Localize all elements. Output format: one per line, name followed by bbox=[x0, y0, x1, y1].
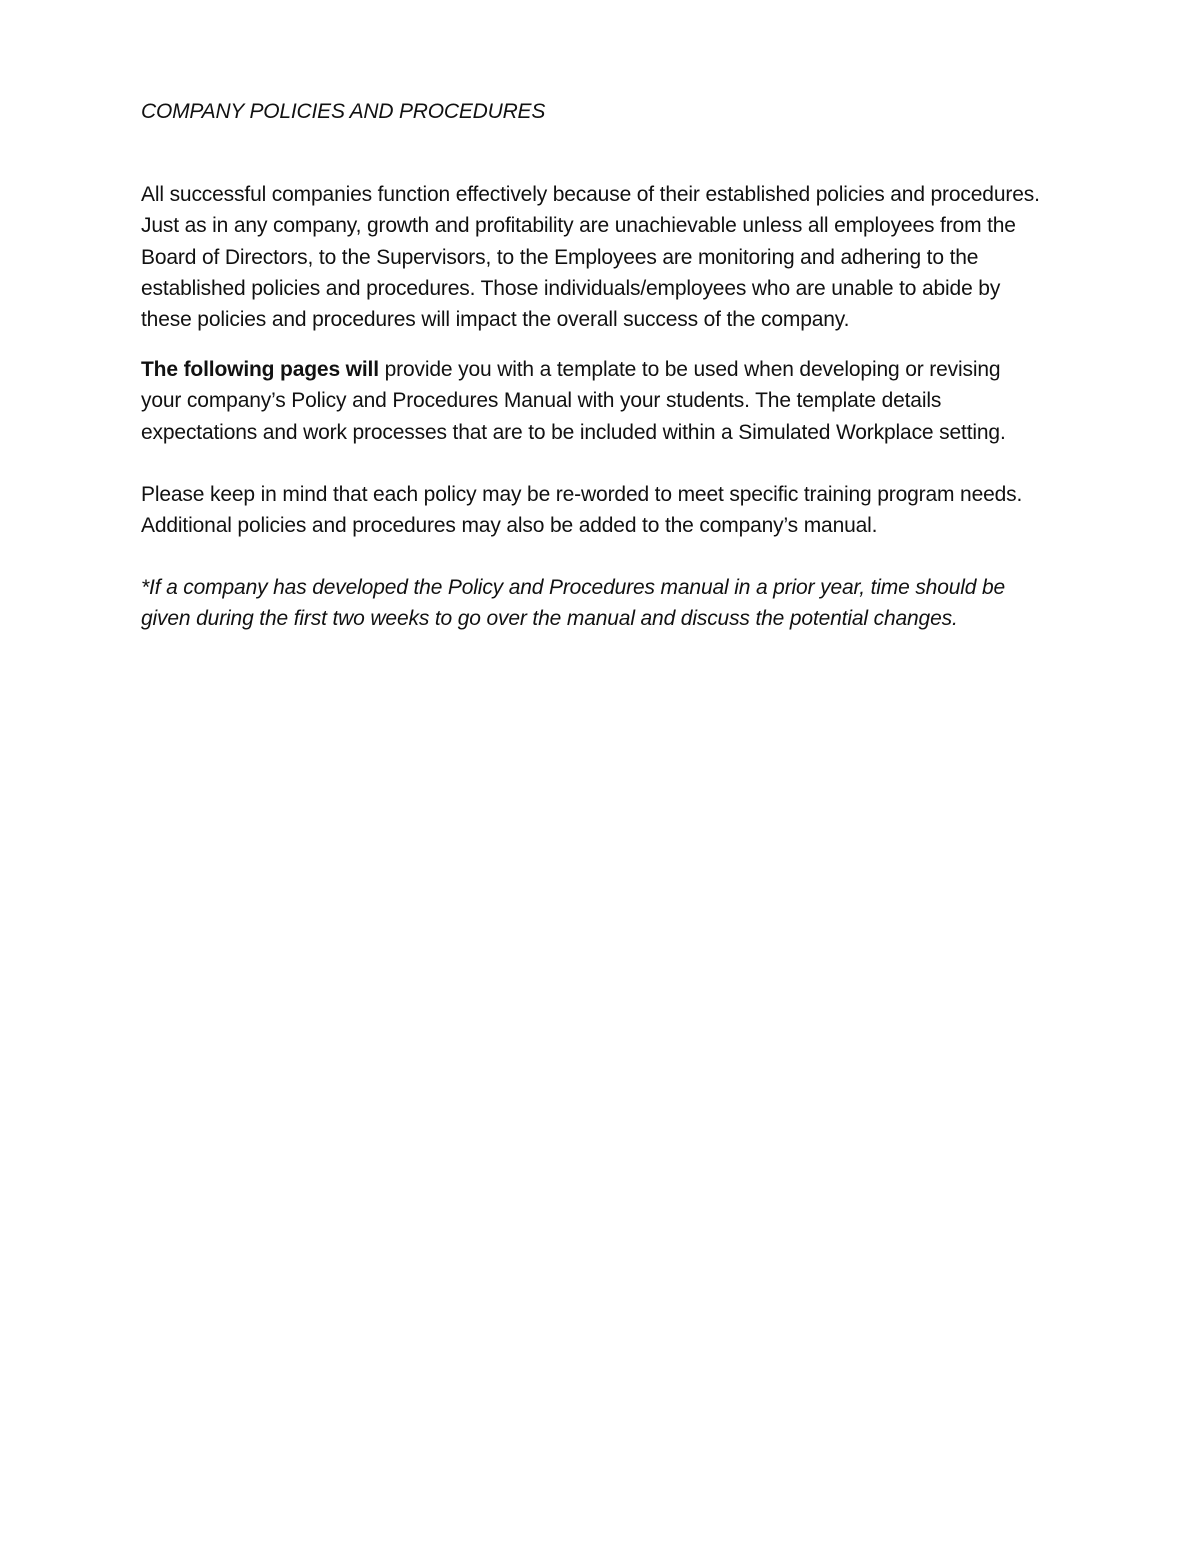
rewording-paragraph: Please keep in mind that each policy may be re-worded to meet specific training program needs. Additional policies and procedures may also be added to the company’s manual. bbox=[141, 482, 1023, 538]
template-paragraph-text: provide you with a template to be used when developing or revising your company’s Policy and Procedures Manual with your students. The template details expectations and work processes that are to be included within a Simulated Workplace setting. bbox=[141, 358, 1006, 444]
template-paragraph bbox=[141, 354, 1041, 448]
document-body bbox=[141, 96, 1041, 635]
intro-paragraph: All successful companies function effectively because of their established policies and procedures. Just as in any company, growth and profitability are unachievable unless all employees from the Board of Directors, to the Supervisors, to the Employees are monitoring and adhering to the established policies and procedures. Those individuals/employees who are unable to abide by these policies and procedures will impact the overall success of the company. bbox=[141, 183, 1040, 332]
prior-year-note: *If a company has developed the Policy and Procedures manual in a prior year, time should be given during the first two weeks to go over the manual and discuss the potential changes. bbox=[141, 576, 1006, 631]
template-paragraph-bold-lead: The following pages will bbox=[141, 358, 379, 382]
page-title: COMPANY POLICIES AND PROCEDURES bbox=[141, 100, 546, 123]
